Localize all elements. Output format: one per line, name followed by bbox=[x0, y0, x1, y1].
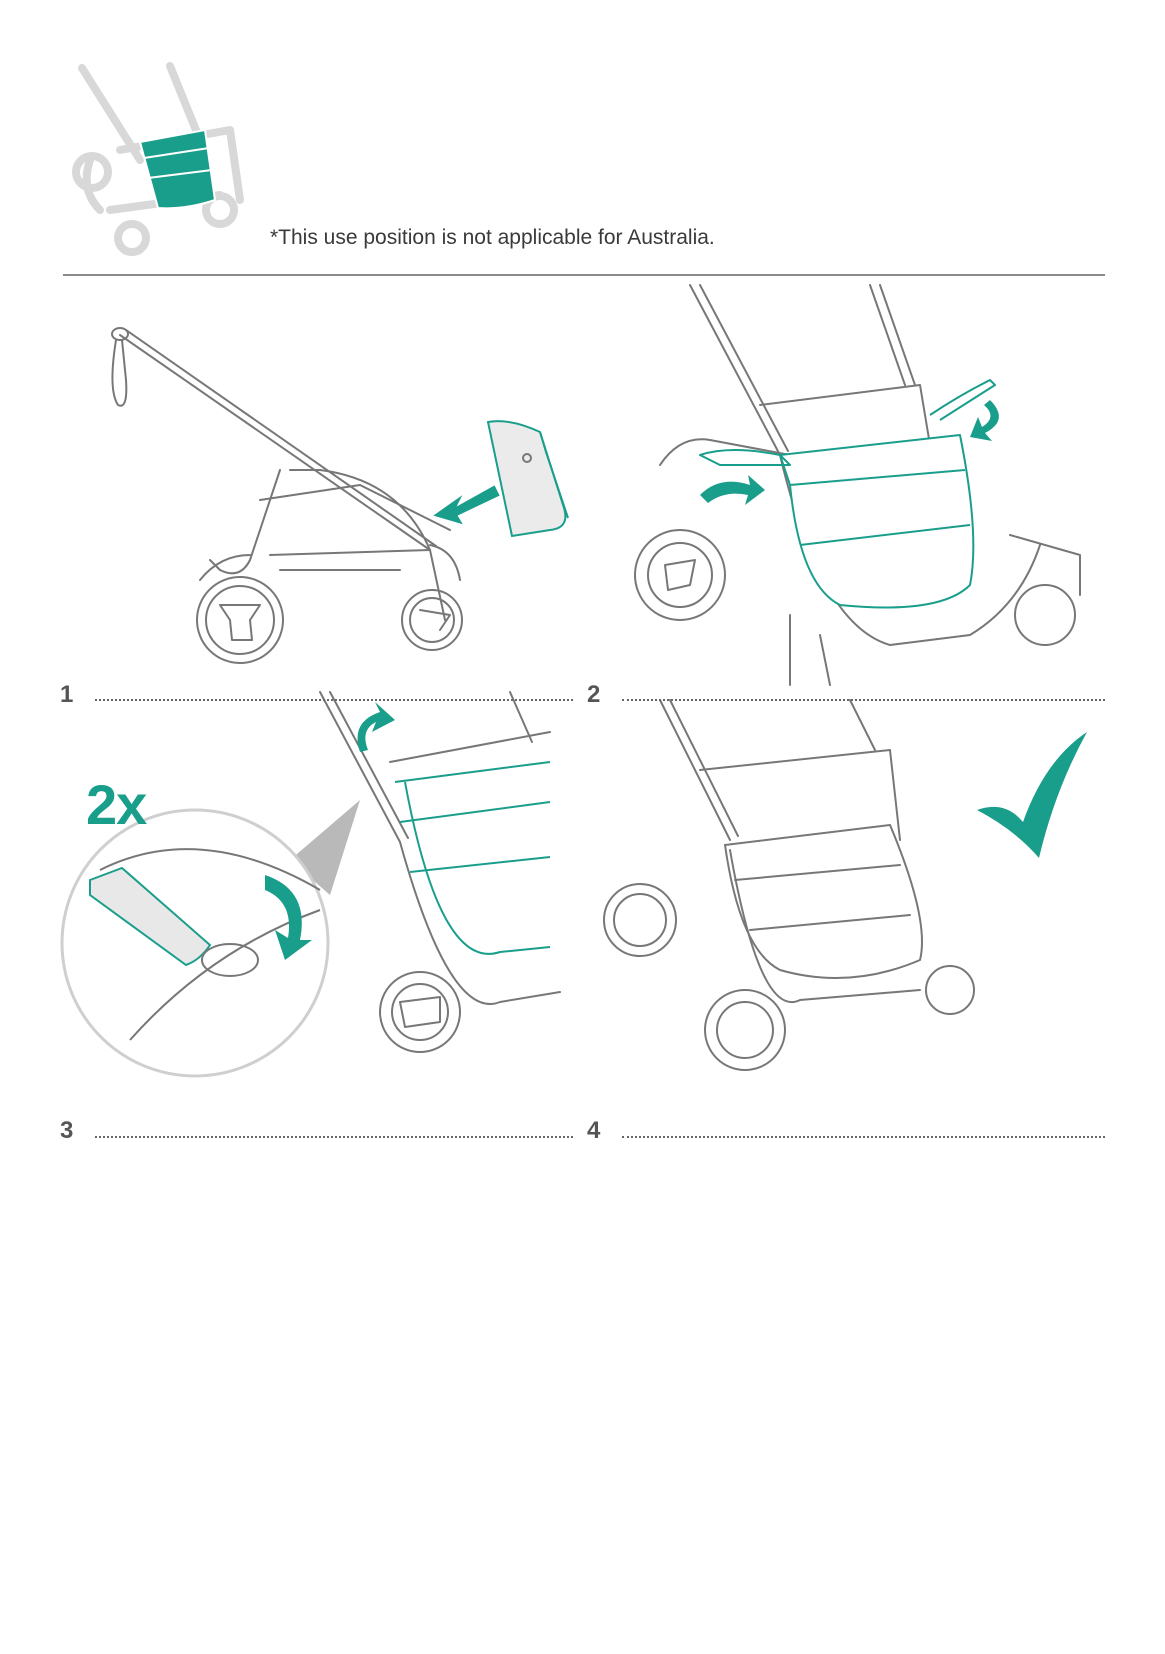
applicability-note: *This use position is not applicable for Australia. bbox=[270, 226, 715, 249]
repeat-count: 2x bbox=[86, 773, 147, 836]
step-number-4: 4 bbox=[587, 1117, 601, 1144]
step-number-3: 3 bbox=[60, 1117, 74, 1144]
step-2-leader bbox=[622, 699, 1105, 701]
step-1-leader bbox=[95, 699, 573, 701]
step-3-leader bbox=[95, 1136, 573, 1138]
step-number-1: 1 bbox=[60, 681, 74, 708]
step-2-illustration bbox=[640, 285, 1100, 685]
step-4-leader bbox=[622, 1136, 1105, 1138]
step-4-illustration bbox=[600, 700, 1000, 1090]
magnifier-icon bbox=[60, 800, 360, 1080]
checkmark-icon bbox=[975, 730, 1095, 860]
stroller-thumbnail-icon bbox=[70, 60, 250, 260]
arrow-icon bbox=[425, 478, 505, 538]
header-divider bbox=[63, 274, 1105, 276]
step-number-2: 2 bbox=[587, 681, 601, 708]
